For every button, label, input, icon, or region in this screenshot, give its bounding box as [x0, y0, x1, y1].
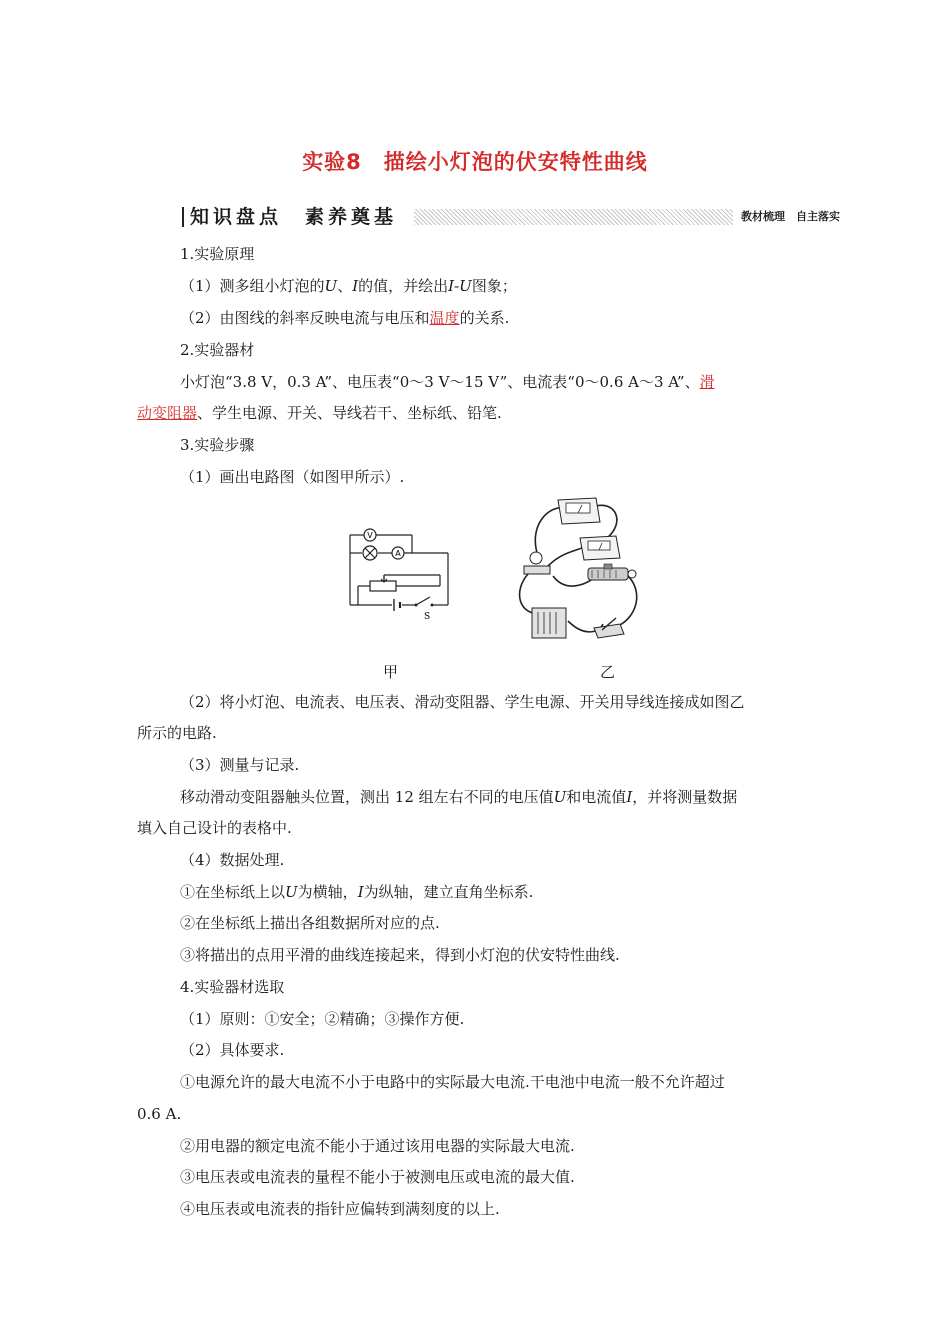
step-3: （3）测量与记录. — [180, 756, 300, 774]
step-2-line-2: 所示的电路. — [137, 724, 217, 742]
page-title: 实验8 描绘小灯泡的伏安特性曲线 — [302, 150, 648, 174]
svg-text:A: A — [395, 549, 401, 558]
equipment-line-1: 小灯泡“3.8 V，0.3 A”、电压表“0～3 V～15 V”、电流表“0～0.6 A～3 A”、滑 — [180, 373, 715, 391]
data-step-3: ③将描出的点用平滑的曲线连接起来，得到小灯泡的伏安特性曲线. — [180, 946, 620, 964]
battery-symbol — [394, 599, 400, 611]
step-2-line-1: （2）将小灯泡、电流表、电压表、滑动变阻器、学生电源、开关用导线连接成如图乙 — [180, 693, 745, 711]
requirement-4: ④电压表或电流表的指针应偏转到满刻度的以上. — [180, 1200, 500, 1218]
voltmeter-symbol — [364, 529, 376, 541]
heading-steps: 3.实验步骤 — [180, 436, 255, 454]
banner-tag: 教材梳理 自主落实 — [733, 209, 844, 225]
keyword-temperature: 温度 — [429, 309, 460, 327]
switch-contact — [431, 604, 434, 607]
switch-pivot — [415, 604, 418, 607]
requirement-1-line-1: ①电源允许的最大电流不小于电路中的实际最大电流.干电池中电流一般不允许超过 — [180, 1073, 725, 1091]
figure-caption-a: 甲 — [383, 663, 399, 681]
step-3-detail-2: 填入自己设计的表格中. — [137, 819, 292, 837]
requirement-3: ③电压表或电流表的量程不能小于被测电压或电流的最大值. — [180, 1168, 575, 1186]
step-3-detail-1: 移动滑动变阻器触头位置，测出 12 组左右不同的电压值U和电流值I，并将测量数据 — [180, 788, 738, 806]
heading-equipment: 2.实验器材 — [180, 341, 255, 359]
heading-principle: 1.实验原理 — [180, 245, 255, 263]
ammeter-device — [580, 536, 620, 560]
lamp-device — [524, 552, 550, 574]
section-banner — [182, 205, 844, 229]
voltmeter-device — [558, 498, 600, 524]
step-1: （1）画出电路图（如图甲所示）. — [180, 468, 405, 486]
selection-principle: （1）原则：①安全；②精确；③操作方便. — [180, 1010, 465, 1028]
data-step-2: ②在坐标纸上描出各组数据所对应的点. — [180, 914, 440, 932]
power-supply-device — [532, 608, 566, 638]
heading-selection: 4.实验器材选取 — [180, 978, 285, 996]
equipment-line-2: 动变阻器、学生电源、开关、导线若干、坐标纸、铅笔. — [137, 404, 502, 422]
data-step-1: ①在坐标纸上以U为横轴，I为纵轴，建立直角坐标系. — [180, 883, 534, 901]
principle-line-1: （1）测多组小灯泡的U、I的值，并绘出I-U图象； — [180, 277, 517, 295]
svg-text:V: V — [367, 531, 373, 540]
lamp-symbol — [363, 546, 377, 560]
banner-bar — [182, 207, 184, 227]
requirement-2: ②用电器的额定电流不能小于通过该用电器的实际最大电流. — [180, 1137, 575, 1155]
physical-setup-drawing — [508, 496, 648, 646]
switch-device — [594, 618, 624, 638]
ammeter-symbol — [392, 547, 404, 559]
circuit-diagram — [340, 515, 460, 625]
banner-section-title: 知识盘点 素养奠基 — [190, 205, 403, 229]
keyword-rheostat: 动变阻器 — [137, 404, 198, 422]
figure-caption-b: 乙 — [600, 663, 616, 681]
requirement-1-line-2: 0.6 A. — [137, 1105, 182, 1123]
selection-requirements: （2）具体要求. — [180, 1041, 285, 1059]
step-4: （4）数据处理. — [180, 851, 285, 869]
principle-line-2: （2）由图线的斜率反映电流与电压和温度的关系. — [180, 309, 510, 327]
switch-label: S — [424, 612, 431, 622]
